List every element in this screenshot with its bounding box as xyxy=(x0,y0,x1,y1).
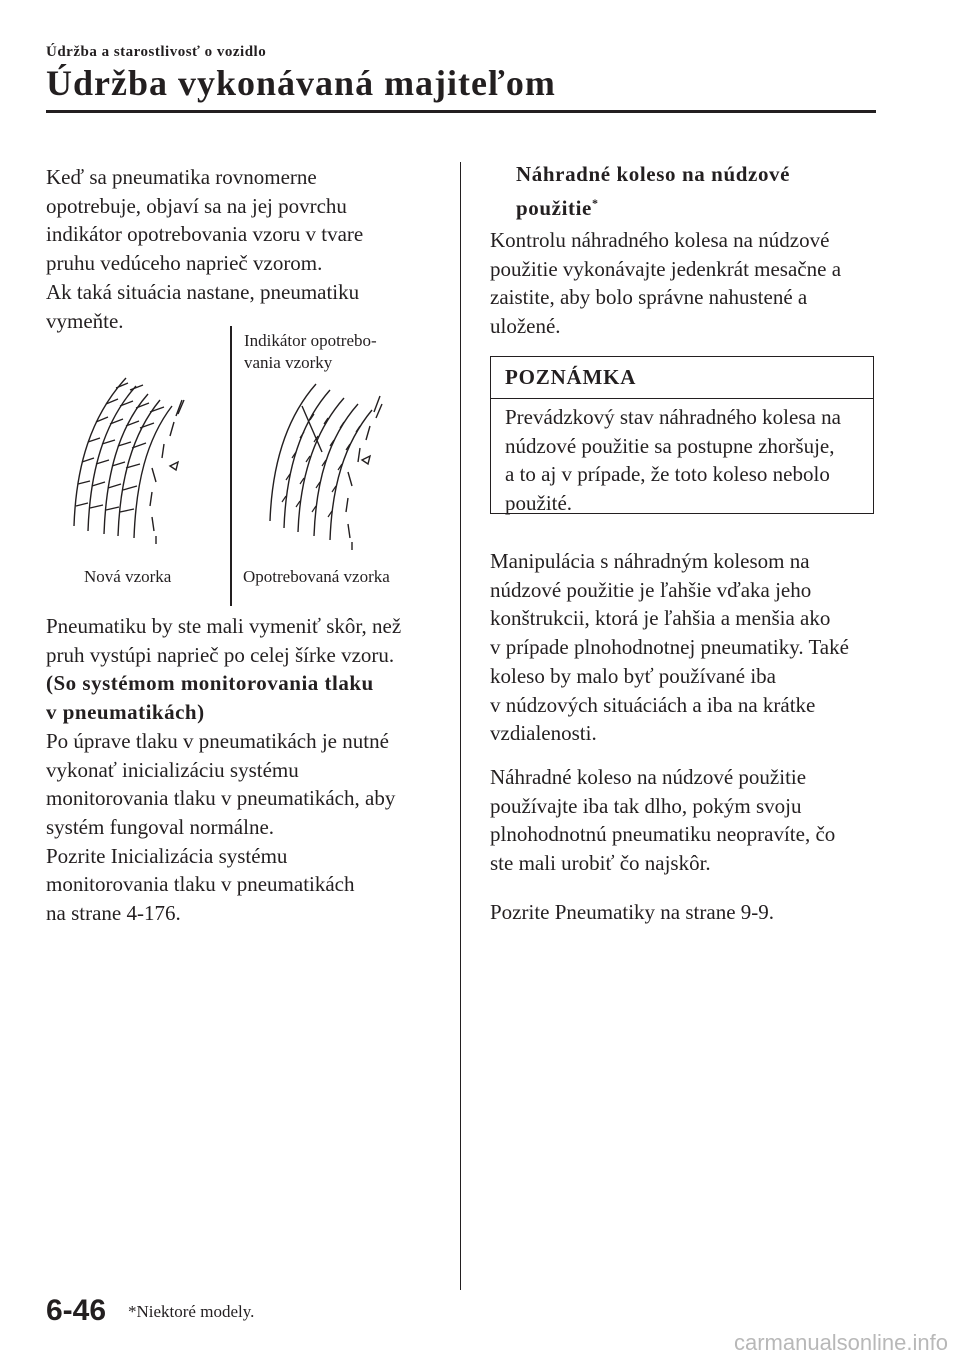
callout-line: vania vzorky xyxy=(244,353,333,372)
text-line: monitorovania tlaku v pneumatikách xyxy=(46,872,355,897)
text-line: núdzové použitie sa postupne zhoršuje, xyxy=(505,433,835,458)
text-line: konštrukcii, ktorá je ľahšia a menšia ako xyxy=(490,606,831,631)
subheading-line: (So systémom monitorovania tlaku xyxy=(46,671,374,696)
text-line: monitorovania tlaku v pneumatikách, aby xyxy=(46,786,396,811)
text-line: použité. xyxy=(505,491,573,516)
footnote: *Niektoré modely. xyxy=(128,1302,255,1321)
text-line: uložené. xyxy=(490,314,561,339)
text-line: pruhu vedúceho naprieč vzorom. xyxy=(46,251,323,276)
worn-tread-pattern xyxy=(270,384,382,550)
text-line: núdzové použitie je ľahšie vďaka jeho xyxy=(490,577,812,602)
text-line: používajte iba tak dlho, pokým svoju xyxy=(490,793,802,818)
text-line: ste mali urobiť čo najskôr. xyxy=(490,851,711,876)
text-line: a to aj v prípade, že toto koleso nebolo xyxy=(505,462,830,487)
text-line: zaistite, aby bolo správne nahustené a xyxy=(490,285,808,310)
text-line: indikátor opotrebovania vzoru v tvare xyxy=(46,222,364,247)
label-worn-tread: Opotrebovaná vzorka xyxy=(243,567,390,586)
spare-wheel-heading xyxy=(516,160,790,223)
text-line: koleso by malo byť používané iba xyxy=(490,663,776,688)
heading-line: Náhradné koleso na núdzové xyxy=(516,162,791,186)
left-paragraph-2 xyxy=(46,612,446,928)
right-paragraph-2 xyxy=(490,547,880,748)
text-line: Pozrite Pneumatiky na strane 9-9. xyxy=(490,900,775,924)
tire-tread-illustration xyxy=(46,356,446,596)
text-line: použitie vykonávajte jedenkrát mesačne a xyxy=(490,256,842,281)
header-rule xyxy=(46,110,876,113)
text-line: Pozrite Inicializácia systému xyxy=(46,843,288,868)
text-line: Pneumatiku by ste mali vymeniť skôr, než xyxy=(46,614,402,638)
page-title: Údržba vykonávaná majiteľom xyxy=(46,63,556,103)
text-line: Prevádzkový stav náhradného kolesa na xyxy=(505,405,841,429)
text-line: vzdialenosti. xyxy=(490,721,597,746)
section-label: Údržba a starostlivosť o vozidlo xyxy=(46,44,267,60)
text-line: Po úprave tlaku v pneumatikách je nutné xyxy=(46,728,389,753)
callout-line: Indikátor opotrebo- xyxy=(244,331,377,350)
text-line: Keď sa pneumatika rovnomerne xyxy=(46,165,317,189)
subheading-line: v pneumatikách) xyxy=(46,700,205,725)
text-line: Kontrolu náhradného kolesa na núdzové xyxy=(490,228,830,252)
text-line: pruh vystúpi naprieč po celej šírke vzoru. xyxy=(46,642,395,667)
text-line: vykonať inicializáciu systému xyxy=(46,757,299,782)
right-paragraph-4 xyxy=(490,898,880,927)
right-paragraph-3 xyxy=(490,763,880,878)
text-line: v prípade plnohodnotnej pneumatiky. Také xyxy=(490,635,849,660)
text-line: Ak taká situácia nastane, pneumatiku xyxy=(46,279,360,304)
new-tread-pattern xyxy=(74,378,184,544)
right-paragraph-1 xyxy=(490,226,880,341)
page-number: 6-46 xyxy=(46,1294,107,1327)
note-body xyxy=(505,403,865,518)
footnote-mark: * xyxy=(591,196,599,210)
note-title: POZNÁMKA xyxy=(505,365,637,389)
text-line: opotrebuje, objaví sa na jej povrchu xyxy=(46,193,347,218)
column-divider xyxy=(460,162,461,1290)
text-line: plnohodnotnú pneumatiku neopravíte, čo xyxy=(490,822,836,847)
text-line: na strane 4-176. xyxy=(46,901,181,926)
watermark: carmanualsonline.info xyxy=(733,1330,948,1355)
note-header xyxy=(491,357,873,399)
text-line: v núdzových situáciách a iba na krátke xyxy=(490,692,816,717)
text-line: Náhradné koleso na núdzové použitie xyxy=(490,765,807,789)
heading-line: použitie xyxy=(516,196,592,220)
note-box xyxy=(490,356,874,514)
label-new-tread: Nová vzorka xyxy=(84,567,172,586)
left-paragraph-1 xyxy=(46,163,446,335)
text-line: systém fungoval normálne. xyxy=(46,814,275,839)
text-line: vymeňte. xyxy=(46,308,124,333)
text-line: Manipulácia s náhradným kolesom na xyxy=(490,549,810,573)
